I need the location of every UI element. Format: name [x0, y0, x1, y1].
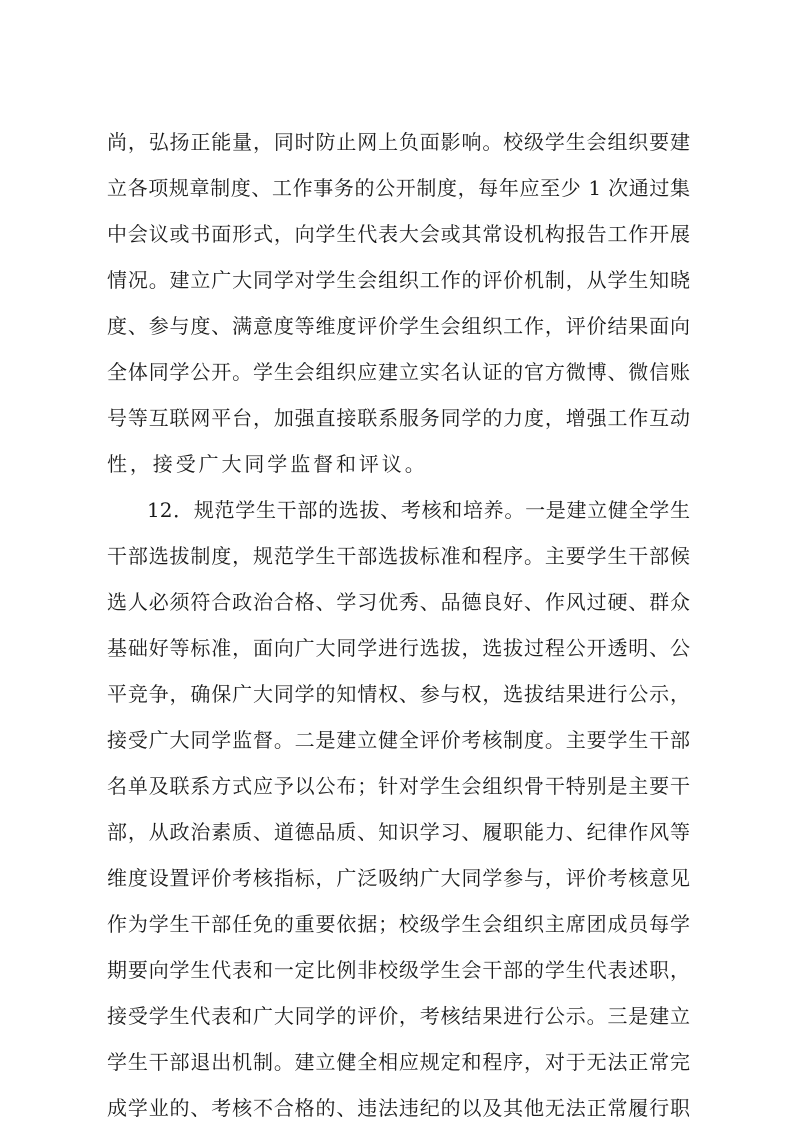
text-line: 名单及联系方式应予以公布；针对学生会组织骨干特别是主要干	[107, 774, 690, 798]
text-line: 基础好等标准，面向广大同学进行选拔，选拔过程公开透明、公	[107, 636, 690, 660]
text-line: 中会议或书面形式，向学生代表大会或其常设机构报告工作开展	[107, 222, 690, 246]
text-line: 接受广大同学监督。二是建立健全评价考核制度。主要学生干部	[107, 728, 690, 752]
text-line: 度、参与度、满意度等维度评价学生会组织工作，评价结果面向	[107, 314, 690, 338]
text-line: 尚，弘扬正能量，同时防止网上负面影响。校级学生会组织要建	[107, 130, 690, 154]
text-line: 部，从政治素质、道德品质、知识学习、履职能力、纪律作风等	[107, 820, 690, 844]
paragraph-heading-line: 12．规范学生干部的选拔、考核和培养。一是建立健全学生	[147, 498, 690, 522]
text-line: 学生干部退出机制。建立健全相应规定和程序，对于无法正常完	[107, 1050, 690, 1074]
text-line: 作为学生干部任免的重要依据；校级学生会组织主席团成员每学	[107, 912, 690, 936]
text-line: 选人必须符合政治合格、学习优秀、品德良好、作风过硬、群众	[107, 590, 690, 614]
text-line: 平竞争，确保广大同学的知情权、参与权，选拔结果进行公示，	[107, 682, 690, 706]
text-line: 全体同学公开。学生会组织应建立实名认证的官方微博、微信账	[107, 360, 690, 384]
text-line: 期要向学生代表和一定比例非校级学生会干部的学生代表述职，	[107, 958, 690, 982]
text-line: 情况。建立广大同学对学生会组织工作的评价机制，从学生知晓	[107, 268, 690, 292]
text-line: 号等互联网平台，加强直接联系服务同学的力度，增强工作互动	[107, 406, 690, 430]
text-line: 立各项规章制度、工作事务的公开制度，每年应至少 1 次通过集	[107, 176, 690, 200]
text-line: 接受学生代表和广大同学的评价，考核结果进行公示。三是建立	[107, 1004, 690, 1028]
text-line: 性，接受广大同学监督和评议。	[107, 452, 428, 476]
text-line: 成学业的、考核不合格的、违法违纪的以及其他无法正常履行职	[107, 1096, 690, 1120]
text-line: 干部选拔制度，规范学生干部选拔标准和程序。主要学生干部候	[107, 544, 690, 568]
text-line: 维度设置评价考核指标，广泛吸纳广大同学参与，评价考核意见	[107, 866, 690, 890]
